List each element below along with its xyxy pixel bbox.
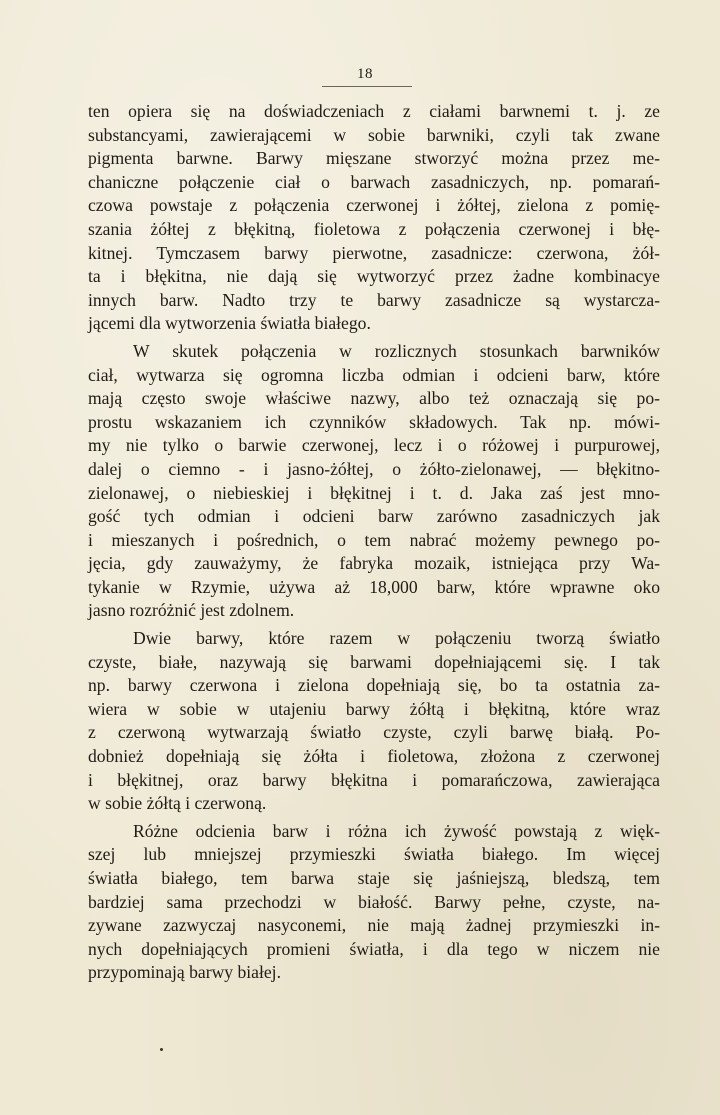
text-line: jasno rozróżnić jest zdolnem. (88, 600, 295, 621)
ink-speck (160, 1048, 163, 1051)
text-line: Różne odcienia barw i różna ich żywość powstają z więk- (133, 820, 660, 841)
text-line: szej lub mniejszej przymieszki światła białego. Im więcej (88, 844, 660, 865)
page-number-rule (322, 86, 412, 87)
text-line: chaniczne połączenie ciał o barwach zasadniczych, np. pomarań- (88, 171, 660, 192)
text-line: W skutek połączenia w rozlicznych stosunkach barwników (133, 340, 660, 361)
text-line: my nie tylko o barwie czerwonej, lecz i o różowej i purpurowej, (88, 435, 660, 456)
text-line: i błękitnej, oraz barwy błękitna i pomarańczowa, zawierająca (88, 769, 660, 790)
text-line: pigmenta barwne. Barwy mięszane stworzyć można przez me- (88, 148, 660, 169)
text-line: ciał, wytwarza się ogromna liczba odmian i odcieni barw, które (88, 364, 660, 385)
text-line: ta i błękitna, nie dają się wytworzyć przez żadne kombinacye (88, 266, 660, 287)
text-line: w sobie żółtą i czerwoną. (88, 793, 267, 814)
text-line: innych barw. Nadto trzy te barwy zasadnicze są wystarcza- (88, 289, 660, 310)
text-line: nych dopełniających promieni światła, i dla tego w niczem nie (88, 938, 660, 959)
page-number: 18 (357, 66, 373, 82)
text-line: mają często swoje właściwe nazwy, albo też oznaczają się po- (88, 388, 660, 409)
text-line: i mieszanych i pośrednich, o tem nabrać możemy pewnego po- (88, 529, 660, 550)
text-line: kitnej. Tymczasem barwy pierwotne, zasadnicze: czerwona, żół- (88, 242, 660, 263)
text-line: tykanie w Rzymie, używa aż 18,000 barw, które wprawne oko (88, 576, 660, 597)
text-line: szania żółtej z błękitną, fioletowa z połączenia czerwonej i błę- (88, 218, 660, 239)
text-line: zielonawej, o niebieskiej i błękitnej i t. d. Jaka zaś jest mno- (88, 482, 660, 503)
text-line: substancyami, zawierającemi w sobie barwniki, czyli tak zwane (88, 124, 660, 145)
text-line: dobnież dopełniają się żółta i fioletowa, złożona z czerwonej (88, 746, 660, 767)
paragraph (88, 100, 660, 336)
text-line: bardziej sama przechodzi w białość. Barwy pełne, czyste, na- (88, 891, 660, 912)
text-line: z czerwoną wytwarzają światło czyste, czyli barwę białą. Po- (88, 722, 660, 743)
text-line: czyste, białe, nazywają się barwami dopełniającemi się. I tak (88, 651, 660, 672)
text-line: jęcia, gdy zauważymy, że fabryka mozaik, istniejąca przy Wa- (88, 553, 660, 574)
paragraph (88, 340, 660, 623)
text-line: Dwie barwy, które razem w połączeniu tworzą światło (133, 628, 660, 649)
text-line: przypominają barwy białej. (88, 962, 281, 983)
body-text (88, 100, 660, 985)
paragraph (88, 627, 660, 816)
text-line: prostu wskazaniem ich czynników składowych. Tak np. mówi- (88, 411, 660, 432)
text-line: czowa powstaje z połączenia czerwonej i żółtej, zielona z pomię- (88, 195, 660, 216)
text-line: jącemi dla wytworzenia światła białego. (88, 313, 371, 334)
text-line: wiera w sobie w utajeniu barwy żółtą i błękitną, które wraz (88, 698, 660, 719)
text-line: np. barwy czerwona i zielona dopełniają się, bo ta ostatnia za- (88, 675, 660, 696)
text-line: gość tych odmian i odcieni barw zarówno zasadniczych jak (88, 506, 660, 527)
text-line: ten opiera się na doświadczeniach z ciałami barwnemi t. j. ze (88, 101, 660, 121)
text-line: zywane zazwyczaj nasyconemi, nie mają żadnej przymieszki in- (88, 915, 660, 936)
text-line: światła białego, tem barwa staje się jaśniejszą, bledszą, tem (88, 868, 660, 888)
paragraph (88, 820, 660, 985)
text-line: dalej o ciemno - i jasno-żółtej, o żółto-zielonawej, — błękitno- (88, 458, 660, 479)
